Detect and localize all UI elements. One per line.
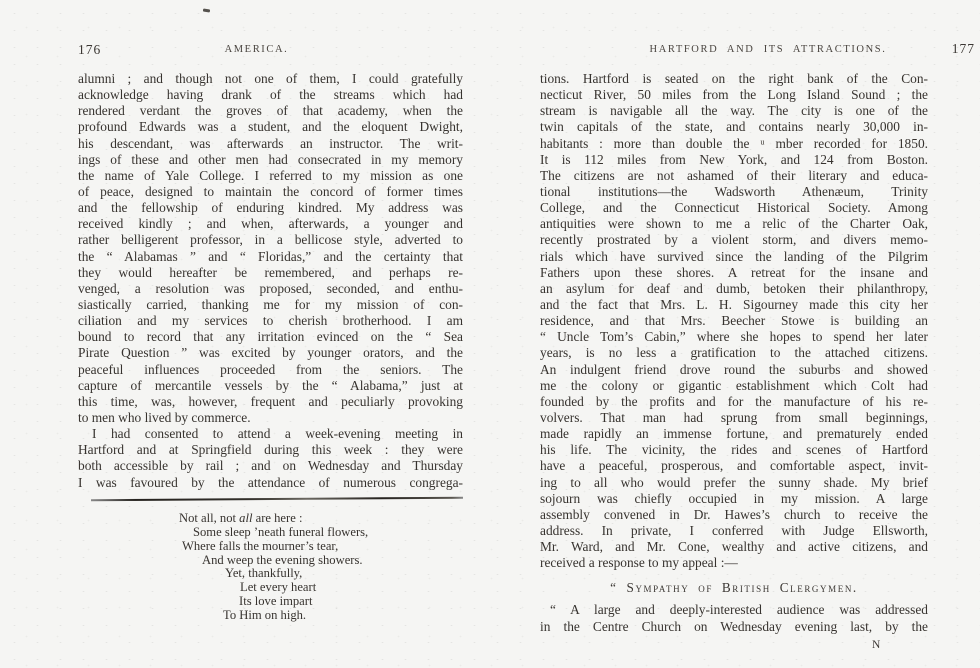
text-line: peaceful influences proceeded from the seniors. The <box>78 361 463 377</box>
running-header-right: HARTFORD AND ITS ATTRACTIONS. <box>649 44 887 55</box>
body-text-right <box>540 71 928 571</box>
text-line: “ A large and deeply-interested audience was addressed <box>550 602 928 618</box>
text-line: I was favoured by the attendance of numerous congrega- <box>78 474 463 490</box>
poem-block <box>78 512 463 622</box>
page-left <box>78 44 463 623</box>
text-line: Pirate Question ” was excited by younger orators, and the <box>78 345 463 361</box>
text-line: they would hereafter be remembered, and perhaps re- <box>78 264 463 280</box>
text-line: ing to all who would prefer the sunny shade. My brief <box>540 474 928 490</box>
footnote-rule <box>91 496 463 500</box>
text-line: Hartford and at Springfield during this week : they were <box>78 442 463 458</box>
text-line: founded by the profits and for the manufacture of his re- <box>540 393 928 409</box>
text-line: received kindly ; and when, afterwards, a younger and <box>78 216 463 232</box>
text-line: bound to record that any irritation evinced on the “ Sea <box>78 329 463 345</box>
page-header-left <box>78 44 463 60</box>
text-line: assembly convened in Dr. Hawes’s church to receive the <box>540 506 928 522</box>
text-line: acknowledge having drank of the streams which had <box>78 87 463 103</box>
text-line: Fathers upon these shores. A retreat for the insane and <box>540 264 928 280</box>
section-heading: “ Sympathy of British Clergymen. <box>610 580 858 596</box>
poem-line: And weep the evening showers. <box>202 552 363 567</box>
text-line: the name of Yale College. I referred to my mission as one <box>78 167 463 183</box>
text-line: I had consented to attend a week-evening meeting in <box>92 426 463 442</box>
text-line: recently prostrated by a violent storm, and divers memo- <box>540 232 928 248</box>
text-line: alumni ; and though not one of them, I could gratefully <box>78 71 463 86</box>
text-line: antiquities were shown to me a relic of the Charter Oak, <box>540 216 928 232</box>
quote-text <box>540 602 928 634</box>
text-line: rendered verdant the groves of that academy, when the <box>78 103 463 119</box>
text-line: sojourn was chiefly occupied in my mission. A large <box>540 490 928 506</box>
signature-mark: N <box>872 638 882 651</box>
poem-line: Yet, thankfully, <box>225 566 303 581</box>
ink-speck <box>203 9 210 13</box>
text-line: residence, and that Mrs. Beecher Stowe is building an <box>540 313 928 329</box>
body-text-left <box>78 71 463 491</box>
text-line: years, is no less a gratification to the attached citizens. <box>540 345 928 361</box>
text-line: capture of mercantile vessels by the “ Alabama,” just at <box>78 377 463 393</box>
text-line: tions. Hartford is seated on the right bank of the Con- <box>540 71 928 86</box>
text-line: An indulgent friend drove round the suburbs and showed <box>540 361 928 377</box>
text-line: Mr. Ward, and Mr. Cone, wealthy and active citizens, and <box>540 539 928 555</box>
poem-line: To Him on high. <box>223 607 307 622</box>
text-line: ciliation and my services to cherish brotherhood. I am <box>78 313 463 329</box>
text-line: stream is navigable all the way. The city is one of the <box>540 103 928 119</box>
text-line: College, and the Connecticut Historical Society. Among <box>540 200 928 216</box>
page-right <box>540 41 975 651</box>
text-line: and the fellowship of enduring kindred. My address was <box>78 200 463 216</box>
text-line: rather belligerent professor, in a bellicose style, adverted to <box>78 232 463 248</box>
text-line: The citizens are not ashamed of their literary and educa- <box>540 167 928 183</box>
poem-line: Some sleep ’neath funeral flowers, <box>193 525 369 540</box>
text-line: “ Uncle Tom’s Cabin,” where she hopes to spend her later <box>540 329 928 345</box>
text-line: both accessible by rail ; and on Wednesday and Thursday <box>78 458 463 474</box>
text-line: received a response to my appeal :— <box>540 555 738 571</box>
text-line: ings of these and other men had consecrated in my memory <box>78 151 463 167</box>
text-line: It is 112 miles from New York, and 124 from Boston. <box>540 151 928 167</box>
text-line: tional institutions—the Wadsworth Athenæum, Trinity <box>540 183 928 199</box>
page-number-right: 177 <box>951 41 975 56</box>
page-number-left: 176 <box>78 42 102 57</box>
text-line: rials which have survived since the landing of the Pilgrim <box>540 248 928 264</box>
text-line: necticut River, 50 miles from the Long Island Sound ; the <box>540 87 928 103</box>
text-line: this time, was, however, frequent and peculiarly provoking <box>78 393 463 409</box>
text-line: his life. The vicinity, the rides and scenes of Hartford <box>540 442 928 458</box>
text-line: made rapidly an immense fortune, and prematurely ended <box>540 426 928 442</box>
text-line: in the Centre Church on Wednesday evening last, by the <box>540 618 928 634</box>
text-line: address. In private, I conferred with Judge Ellsworth, <box>540 522 928 538</box>
page-header-right <box>540 41 975 60</box>
text-line: twin capitals of the state, and contains nearly 30,000 in- <box>540 119 928 135</box>
text-line: the “ Alabamas ” and “ Floridas,” and the certainty that <box>78 248 463 264</box>
text-line: to men who lived by commerce. <box>78 409 251 425</box>
poem-line: Not all, not all are here : <box>179 511 303 526</box>
poem-line: Let every heart <box>240 580 317 595</box>
poem-line: Where falls the mourner’s tear, <box>182 538 339 553</box>
running-header-left: AMERICA. <box>224 44 289 55</box>
text-line: an asylum for deaf and dumb, betoken their philanthropy, <box>540 280 928 296</box>
poem-line: Its love impart <box>239 594 313 609</box>
text-line: siastically carried, thanking me for my mission of con- <box>78 296 463 312</box>
text-line: habitants : more than double the ᵘ mber recorded for 1850. <box>540 135 928 151</box>
text-line: have a peaceful, prosperous, and comfortable aspect, invit- <box>540 458 928 474</box>
text-line: volvers. That man had sprung from small beginnings, <box>540 409 928 425</box>
text-line: profound Edwards was a student, and the eloquent Dwight, <box>78 119 463 135</box>
text-line: of peace, designed to maintain the concord of former times <box>78 183 463 199</box>
text-line: his descendant, was afterwards an instructor. The writ- <box>78 135 463 151</box>
text-line: and the fact that Mrs. L. H. Sigourney made this city her <box>540 296 928 312</box>
text-line: me the colony or gigantic establishment which Colt had <box>540 377 928 393</box>
text-line: venged, a resolution was proposed, seconded, and enthu- <box>78 280 463 296</box>
